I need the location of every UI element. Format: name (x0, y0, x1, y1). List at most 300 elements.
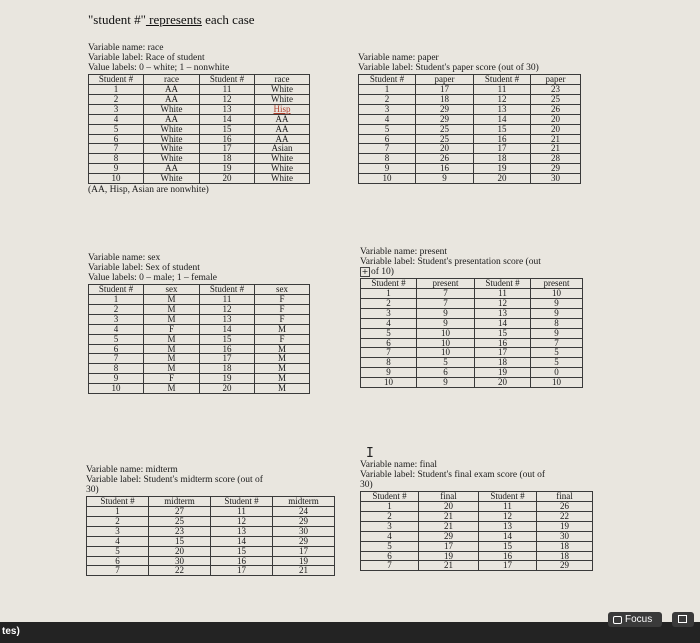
table-cell: M (144, 344, 200, 354)
table-cell: 25 (416, 134, 474, 144)
table-cell: 13 (479, 521, 537, 531)
table-cell: 18 (200, 154, 255, 164)
table-cell: 5 (531, 348, 583, 358)
table-row (89, 164, 310, 174)
table-cell: AA (255, 134, 310, 144)
table-cell: 15 (200, 334, 255, 344)
table-cell: 3 (89, 104, 144, 114)
table-cell: 7 (361, 561, 419, 571)
table-cell: 19 (475, 368, 531, 378)
midterm-header-row (87, 497, 335, 507)
midterm-table (86, 496, 335, 576)
table-cell: F (144, 374, 200, 384)
table-cell: M (255, 364, 310, 374)
column-header: paper (531, 75, 581, 85)
table-cell: 21 (419, 511, 479, 521)
present-header-row (361, 279, 583, 289)
table-cell: 2 (89, 304, 144, 314)
table-row (359, 104, 581, 114)
table-cell: M (144, 354, 200, 364)
table-cell: 9 (531, 298, 583, 308)
table-cell: 30 (273, 526, 335, 536)
table-cell: 3 (361, 308, 417, 318)
table-cell: 0 (531, 368, 583, 378)
table-cell: 20 (200, 384, 255, 394)
table-cell: 13 (200, 104, 255, 114)
table-cell: 26 (537, 502, 593, 512)
column-header: final (537, 492, 593, 502)
table-cell: 16 (475, 338, 531, 348)
table-cell: AA (255, 114, 310, 124)
table-cell: 1 (87, 507, 149, 517)
table-cell: 11 (211, 507, 273, 517)
table-cell: 14 (479, 531, 537, 541)
table-cell: 5 (89, 124, 144, 134)
table-cell: 9 (531, 328, 583, 338)
table-cell: 1 (89, 85, 144, 95)
race-note: (AA, Hisp, Asian are nonwhite) (88, 185, 209, 196)
table-cell: 30 (537, 531, 593, 541)
table-cell: 12 (200, 304, 255, 314)
table-cell: M (144, 304, 200, 314)
table-cell: White (144, 124, 200, 134)
table-cell: 14 (211, 536, 273, 546)
final-meta (360, 460, 593, 490)
column-header: present (417, 279, 475, 289)
table-cell: 29 (419, 531, 479, 541)
table-cell: 18 (475, 358, 531, 368)
heading-post: each case (201, 12, 255, 27)
sex-meta-line: Variable label: Sex of student (88, 263, 200, 273)
paper-meta (358, 53, 581, 73)
paper-meta-line: Variable name: paper (358, 53, 439, 63)
race-block (88, 43, 310, 195)
column-header: Student # (87, 497, 149, 507)
table-row (361, 338, 583, 348)
race-meta (88, 43, 310, 73)
table-cell: 12 (211, 516, 273, 526)
table-cell: 19 (200, 164, 255, 174)
table-row (89, 384, 310, 394)
present-block (360, 247, 583, 388)
race-meta-line: Value labels: 0 – white; 1 – nonwhite (88, 63, 230, 73)
table-row (87, 526, 335, 536)
table-cell: AA (144, 114, 200, 124)
table-cell: M (255, 344, 310, 354)
table-cell: M (144, 314, 200, 324)
table-cell: 16 (474, 134, 531, 144)
column-header: Student # (359, 75, 416, 85)
table-row (359, 94, 581, 104)
table-cell: 17 (419, 541, 479, 551)
table-cell: 6 (89, 344, 144, 354)
table-cell: White (255, 164, 310, 174)
table-row (359, 144, 581, 154)
table-row (359, 154, 581, 164)
column-header: Student # (474, 75, 531, 85)
table-row (87, 556, 335, 566)
table-row (361, 551, 593, 561)
table-cell: 14 (475, 318, 531, 328)
table-row (89, 104, 310, 114)
table-cell: 13 (200, 314, 255, 324)
table-row (89, 304, 310, 314)
table-cell: 10 (531, 289, 583, 299)
table-row (87, 546, 335, 556)
table-cell: 20 (419, 502, 479, 512)
table-cell: White (144, 134, 200, 144)
sex-meta-line: Variable name: sex (88, 253, 161, 263)
table-row (89, 374, 310, 384)
table-cell: 20 (149, 546, 211, 556)
race-meta-line: Variable label: Race of student (88, 53, 205, 63)
table-cell: 29 (273, 516, 335, 526)
table-cell: 13 (474, 104, 531, 114)
column-header: race (144, 75, 200, 85)
table-cell: 14 (200, 114, 255, 124)
table-cell: 12 (474, 94, 531, 104)
taskbar (0, 622, 700, 643)
table-cell: 19 (537, 521, 593, 531)
table-cell: 5 (417, 358, 475, 368)
table-cell: 8 (531, 318, 583, 328)
table-cell: 14 (474, 114, 531, 124)
table-cell: 13 (475, 308, 531, 318)
table-cell: 19 (474, 164, 531, 174)
column-header: Student # (89, 285, 144, 295)
table-cell: 10 (359, 174, 416, 184)
table-cell: White (144, 144, 200, 154)
table-cell: 18 (200, 364, 255, 374)
table-cell: F (144, 324, 200, 334)
table-row (361, 328, 583, 338)
table-cell: 25 (416, 124, 474, 134)
table-cell: 17 (475, 348, 531, 358)
table-cell: 6 (89, 134, 144, 144)
table-cell: 13 (211, 526, 273, 536)
race-header-row (89, 75, 310, 85)
table-cell: 8 (89, 154, 144, 164)
table-cell: 2 (359, 94, 416, 104)
table-cell: Hisp (255, 104, 310, 114)
table-cell: AA (144, 94, 200, 104)
column-header: Student # (475, 279, 531, 289)
column-header: Student # (211, 497, 273, 507)
table-row (89, 334, 310, 344)
table-cell: 21 (419, 561, 479, 571)
table-cell: 2 (361, 511, 419, 521)
table-cell: 29 (273, 536, 335, 546)
table-cell: 18 (537, 551, 593, 561)
table-row (89, 354, 310, 364)
table-cell: 14 (200, 324, 255, 334)
column-header: Student # (200, 285, 255, 295)
table-cell: M (255, 324, 310, 334)
table-cell: 9 (417, 318, 475, 328)
table-cell: 16 (200, 344, 255, 354)
table-cell: 16 (416, 164, 474, 174)
table-cell: 24 (273, 507, 335, 517)
table-cell: 23 (149, 526, 211, 536)
table-row (361, 358, 583, 368)
midterm-meta-line: Variable label: Student's midterm score (out of (86, 475, 263, 485)
table-cell: 7 (417, 298, 475, 308)
table-cell: 6 (361, 551, 419, 561)
table-cell: F (255, 314, 310, 324)
table-cell: 7 (87, 566, 149, 576)
table-cell: M (255, 384, 310, 394)
table-cell: 8 (359, 154, 416, 164)
sex-table (88, 284, 310, 394)
final-block (360, 460, 593, 571)
column-header: Student # (479, 492, 537, 502)
table-cell: 25 (531, 94, 581, 104)
table-cell: 10 (89, 384, 144, 394)
table-cell: AA (144, 85, 200, 95)
table-cell: 30 (531, 174, 581, 184)
table-cell: 17 (273, 546, 335, 556)
table-cell: 12 (200, 94, 255, 104)
table-cell: 4 (359, 114, 416, 124)
table-cell: 21 (419, 521, 479, 531)
table-cell: 2 (361, 298, 417, 308)
table-cell: 22 (537, 511, 593, 521)
table-row (89, 344, 310, 354)
table-row (361, 378, 583, 388)
focus-label: Focus (625, 614, 653, 625)
table-cell: 9 (417, 378, 475, 388)
table-cell: 12 (475, 298, 531, 308)
table-cell: White (255, 94, 310, 104)
table-cell: 15 (474, 124, 531, 134)
table-row (89, 364, 310, 374)
final-header-row (361, 492, 593, 502)
table-cell: F (255, 295, 310, 305)
race-table (88, 74, 310, 184)
table-cell: 28 (531, 154, 581, 164)
table-cell: 10 (89, 174, 144, 184)
table-cell: 18 (416, 94, 474, 104)
heading-link: represents (145, 12, 202, 27)
table-cell: M (144, 295, 200, 305)
table-cell: 11 (474, 85, 531, 95)
table-row (361, 521, 593, 531)
table-cell: 7 (359, 144, 416, 154)
table-cell: 20 (475, 378, 531, 388)
table-cell: 10 (417, 348, 475, 358)
table-cell: 5 (361, 328, 417, 338)
table-cell: 4 (361, 318, 417, 328)
table-cell: White (144, 174, 200, 184)
final-table (360, 491, 593, 571)
table-cell: 10 (531, 378, 583, 388)
page-heading (88, 12, 255, 28)
table-cell: 5 (361, 541, 419, 551)
table-cell: 5 (87, 546, 149, 556)
table-cell: 3 (359, 104, 416, 114)
race-meta-line: Variable name: race (88, 43, 164, 53)
midterm-block (86, 465, 335, 576)
focus-button[interactable] (608, 612, 662, 627)
table-row (87, 516, 335, 526)
table-row (87, 507, 335, 517)
table-cell: 29 (416, 114, 474, 124)
sex-meta (88, 253, 310, 283)
table-cell: 2 (87, 516, 149, 526)
table-row (87, 536, 335, 546)
table-cell: 3 (361, 521, 419, 531)
table-cell: 1 (89, 295, 144, 305)
table-cell: AA (255, 124, 310, 134)
column-header: present (531, 279, 583, 289)
table-cell: 4 (361, 531, 419, 541)
table-cell: 27 (149, 507, 211, 517)
present-meta-line: Variable name: present (360, 247, 448, 257)
table-cell: M (144, 334, 200, 344)
paper-meta-line: Variable label: Student's paper score (out of 30) (358, 63, 539, 73)
table-cell: 9 (417, 308, 475, 318)
table-row (87, 566, 335, 576)
final-meta-line: Variable label: Student's final exam score (out of (360, 470, 546, 480)
table-row (361, 298, 583, 308)
table-cell: 1 (361, 289, 417, 299)
sex-header-row (89, 285, 310, 295)
table-cell: 15 (479, 541, 537, 551)
table-row (359, 124, 581, 134)
corner-view-button[interactable] (672, 612, 694, 627)
table-cell: 16 (211, 556, 273, 566)
table-cell: 29 (531, 164, 581, 174)
column-header: sex (144, 285, 200, 295)
table-cell: 20 (531, 114, 581, 124)
table-cell: 21 (273, 566, 335, 576)
table-row (361, 531, 593, 541)
present-table (360, 278, 583, 388)
table-cell: M (255, 374, 310, 384)
table-cell: M (144, 384, 200, 394)
table-row (359, 134, 581, 144)
table-cell: 7 (89, 354, 144, 364)
table-row (361, 368, 583, 378)
table-cell: 1 (361, 502, 419, 512)
table-cell: 11 (479, 502, 537, 512)
table-cell: 8 (361, 358, 417, 368)
table-cell: 11 (475, 289, 531, 299)
midterm-meta-line: Variable name: midterm (86, 465, 178, 475)
table-cell: 30 (149, 556, 211, 566)
table-cell: 4 (89, 324, 144, 334)
table-row (361, 308, 583, 318)
table-cell: 11 (200, 85, 255, 95)
column-header: race (255, 75, 310, 85)
table-cell: 29 (537, 561, 593, 571)
present-meta (360, 247, 583, 277)
table-cell: 16 (200, 134, 255, 144)
paper-header-row (359, 75, 581, 85)
table-cell: M (144, 364, 200, 374)
window-icon (678, 615, 687, 623)
table-cell: 4 (89, 114, 144, 124)
column-header: paper (416, 75, 474, 85)
table-cell: 15 (211, 546, 273, 556)
midterm-meta (86, 465, 335, 495)
table-row (89, 94, 310, 104)
table-cell: 5 (359, 124, 416, 134)
table-row (359, 85, 581, 95)
table-cell: 29 (416, 104, 474, 114)
table-row (89, 85, 310, 95)
table-row (361, 318, 583, 328)
table-cell: 17 (200, 144, 255, 154)
table-cell: 16 (479, 551, 537, 561)
column-header: sex (255, 285, 310, 295)
present-meta-line: Variable label: Student's presentation score (out (360, 257, 541, 267)
table-cell: 17 (200, 354, 255, 364)
table-row (361, 348, 583, 358)
column-header: Student # (89, 75, 144, 85)
table-cell: 8 (89, 364, 144, 374)
table-row (89, 124, 310, 134)
table-cell: 20 (474, 174, 531, 184)
column-header: Student # (200, 75, 255, 85)
table-cell: 17 (479, 561, 537, 571)
table-cell: 18 (474, 154, 531, 164)
midterm-meta-line: 30) (86, 485, 99, 495)
table-row (361, 289, 583, 299)
present-meta-line: of 10) (371, 267, 394, 277)
table-row (361, 561, 593, 571)
paper-table (358, 74, 581, 184)
table-cell: 19 (273, 556, 335, 566)
final-meta-line: Variable name: final (360, 460, 438, 470)
final-meta-line: 30) (360, 480, 373, 490)
table-cell: 9 (531, 308, 583, 318)
table-cell: 10 (361, 378, 417, 388)
table-cell: White (144, 104, 200, 114)
table-cell: 6 (417, 368, 475, 378)
taskbar-left-text: tes) (2, 626, 20, 637)
table-cell: White (255, 154, 310, 164)
table-cell: 6 (361, 338, 417, 348)
sex-block (88, 253, 310, 394)
table-cell: 10 (417, 328, 475, 338)
table-row (359, 114, 581, 124)
table-cell: F (255, 304, 310, 314)
column-header: midterm (273, 497, 335, 507)
table-row (89, 174, 310, 184)
table-cell: 5 (89, 334, 144, 344)
table-cell: White (255, 85, 310, 95)
table-cell: 9 (89, 164, 144, 174)
table-row (89, 144, 310, 154)
text-cursor-icon: I (366, 446, 374, 461)
table-cell: 26 (531, 104, 581, 114)
table-cell: 25 (149, 516, 211, 526)
table-cell: 9 (359, 164, 416, 174)
table-cell: Asian (255, 144, 310, 154)
table-cell: 23 (531, 85, 581, 95)
table-cell: 7 (417, 289, 475, 299)
table-cell: 10 (417, 338, 475, 348)
table-cell: 20 (416, 144, 474, 154)
table-row (89, 154, 310, 164)
table-cell: 17 (211, 566, 273, 576)
table-cell: F (255, 334, 310, 344)
table-row (359, 164, 581, 174)
table-row (361, 541, 593, 551)
table-cell: 15 (149, 536, 211, 546)
table-cell: 21 (531, 134, 581, 144)
